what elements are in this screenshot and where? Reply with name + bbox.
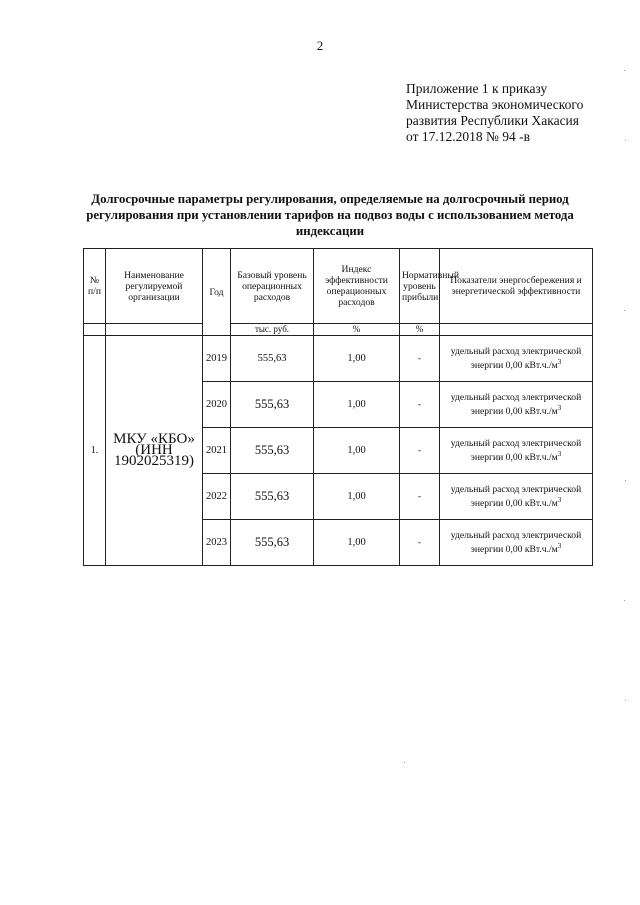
indicator-text: удельный расход электрической энергии 0,00 — [450, 345, 582, 372]
indicator-unit: $кВт.ч./м^3$ — [524, 403, 562, 418]
cell-base-level: 555,63 — [231, 336, 314, 382]
indicator-unit: $кВт.ч./м^3$ — [524, 449, 562, 464]
scan-speck — [625, 480, 626, 481]
cell-indicator — [440, 336, 593, 382]
scan-speck — [625, 140, 626, 141]
appendix-reference — [406, 81, 626, 145]
cell-base-level: 555,63 — [231, 428, 314, 474]
indicator-unit: $кВт.ч./м^3$ — [524, 495, 562, 510]
indicator-unit: $кВт.ч./м^3$ — [524, 357, 562, 372]
appendix-line: развития Республики Хакасия — [406, 113, 579, 128]
table-header-row — [84, 249, 593, 324]
cell-base-level: 555,63 — [231, 382, 314, 428]
indicator-text: удельный расход электрической энергии 0,00 — [450, 529, 582, 556]
regulation-parameters-table — [83, 248, 593, 566]
scan-speck — [624, 310, 625, 311]
header-year: Год — [203, 249, 231, 336]
cell-efficiency-index: 1,00 — [314, 382, 400, 428]
cell-profit-level: - — [400, 336, 440, 382]
cell-year: 2022 — [203, 474, 231, 520]
appendix-line: Приложение 1 к приказу — [406, 81, 548, 96]
appendix-line: Министерства экономического — [406, 97, 584, 112]
header-base-level: Базовый уровень операционных расходов — [231, 249, 314, 324]
cell-efficiency-index: 1,00 — [314, 474, 400, 520]
cell-profit-level: - — [400, 382, 440, 428]
table-units-row — [84, 324, 593, 336]
cell-efficiency-index: 1,00 — [314, 336, 400, 382]
units-indicators-empty — [440, 324, 593, 336]
appendix-line: от 17.12.2018 № 94 -в — [406, 129, 530, 144]
cell-indicator — [440, 428, 593, 474]
page-number: 2 — [316, 38, 324, 53]
scan-speck — [625, 700, 626, 701]
unit-profit-level: % — [400, 324, 440, 336]
scan-speck — [624, 600, 625, 601]
unit-base-level: тыс. руб. — [231, 324, 314, 336]
cell-year: 2020 — [203, 382, 231, 428]
cell-profit-level: - — [400, 428, 440, 474]
units-organization-empty — [106, 324, 203, 336]
cell-indicator — [440, 474, 593, 520]
indicator-unit: $кВт.ч./м^3$ — [524, 541, 562, 556]
header-indicators: Показатели энергосбережения и энергетической эффективности — [440, 249, 593, 324]
cell-base-level: 555,63 — [231, 474, 314, 520]
header-efficiency-index: Индекс эффективности операционных расходов — [314, 249, 400, 324]
row-number: 1. — [84, 336, 106, 566]
cell-profit-level: - — [400, 474, 440, 520]
cell-base-level: 555,63 — [231, 520, 314, 566]
units-number-empty — [84, 324, 106, 336]
scan-speck — [404, 762, 405, 763]
organization-name: МКУ «КБО» (ИНН 1902025319) — [106, 336, 203, 566]
indicator-text: удельный расход электрической энергии 0,00 — [450, 391, 582, 418]
cell-indicator — [440, 520, 593, 566]
table-row — [84, 336, 593, 382]
cell-year: 2023 — [203, 520, 231, 566]
header-profit-level: Нормативный уровень прибыли — [400, 249, 440, 324]
indicator-text: удельный расход электрической энергии 0,00 — [450, 483, 582, 510]
cell-year: 2019 — [203, 336, 231, 382]
document-title — [70, 191, 590, 239]
indicator-text: удельный расход электрической энергии 0,00 — [450, 437, 582, 464]
scan-speck — [624, 70, 625, 71]
cell-indicator — [440, 382, 593, 428]
cell-year: 2021 — [203, 428, 231, 474]
title-line: Долгосрочные параметры регулирования, определяемые на долгосрочный период — [91, 192, 569, 206]
cell-profit-level: - — [400, 520, 440, 566]
title-line: индексации — [295, 224, 365, 238]
cell-efficiency-index: 1,00 — [314, 428, 400, 474]
unit-efficiency-index: % — [314, 324, 400, 336]
header-organization: Наименование регулируемой организации — [106, 249, 203, 324]
cell-efficiency-index: 1,00 — [314, 520, 400, 566]
header-number: № п/п — [84, 249, 106, 324]
title-line: регулирования при установлении тарифов на подвоз воды с использованием метода — [86, 208, 574, 222]
